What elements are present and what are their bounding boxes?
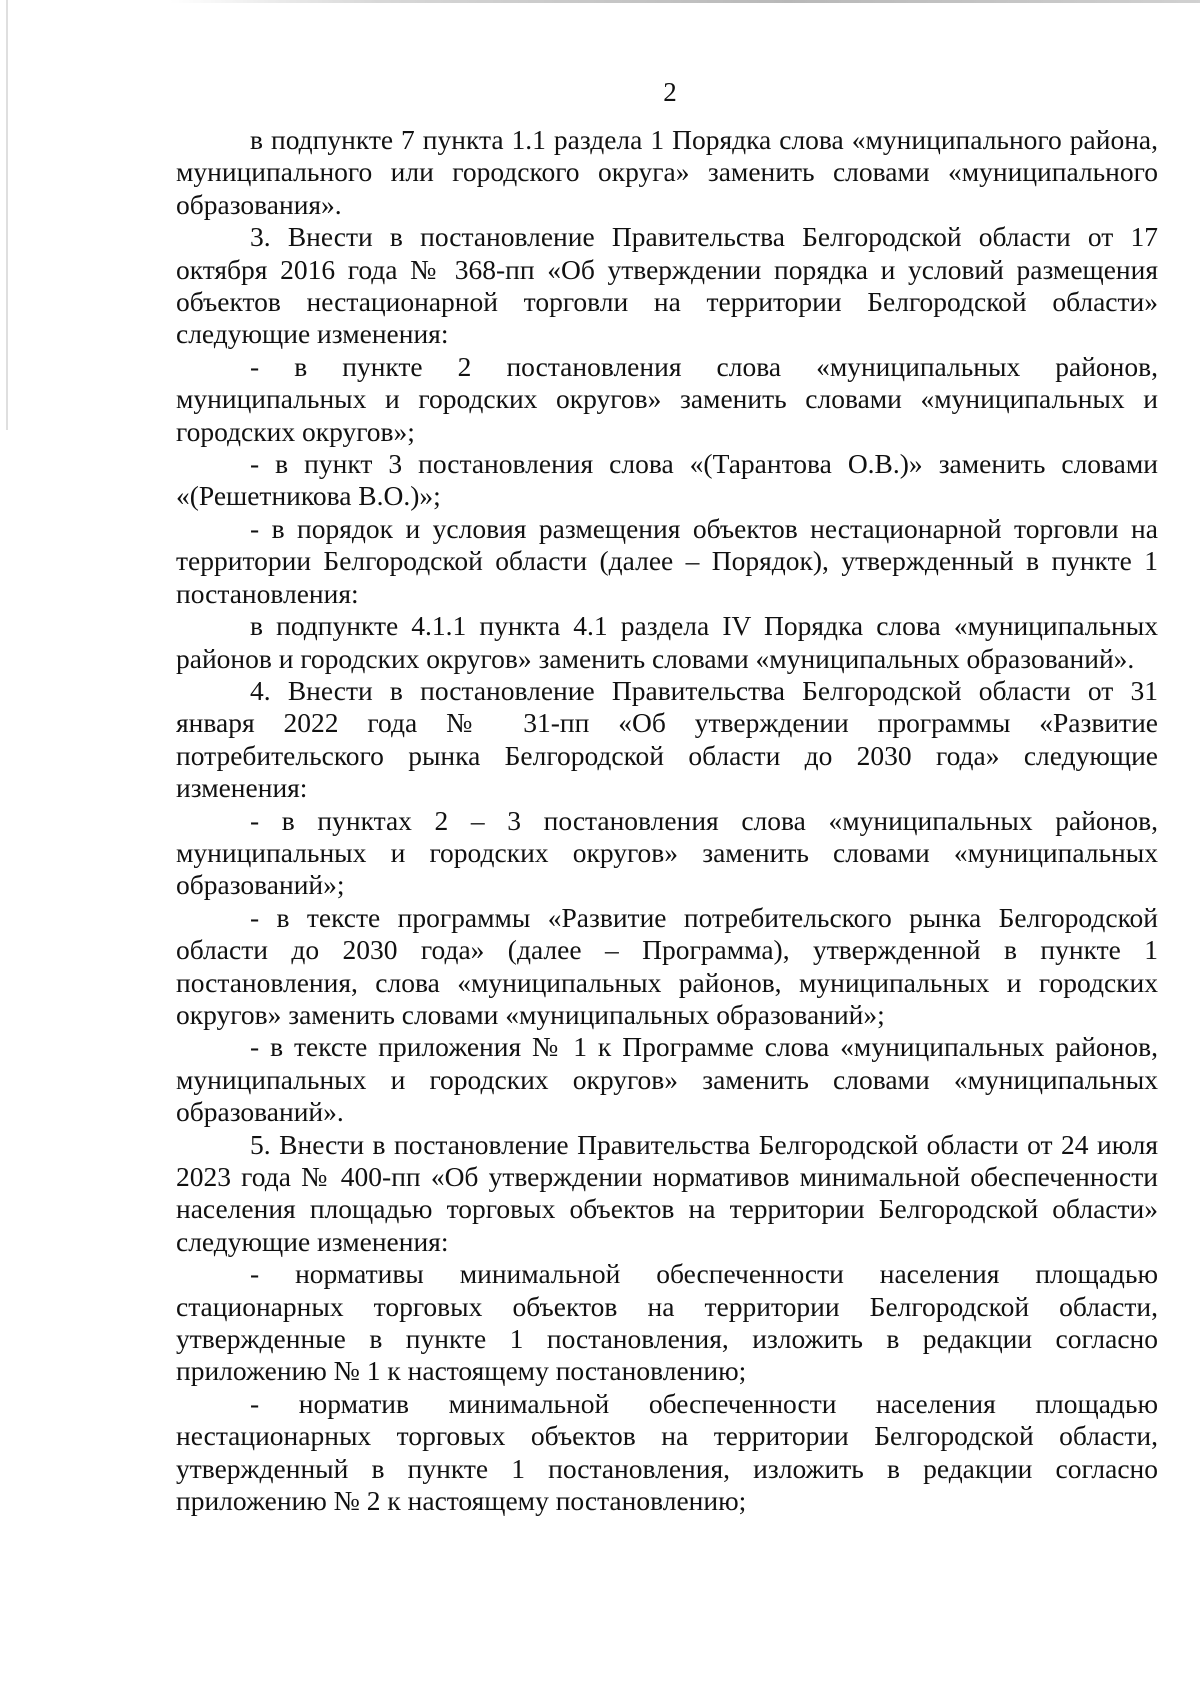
paragraph-subitem-7: в подпункте 7 пункта 1.1 раздела 1 Порядка слова «муниципального района, муниципального или городского округа» заменить словами «муниципального образования». bbox=[176, 124, 1158, 220]
scan-edge-left bbox=[6, 0, 8, 430]
scan-edge-top bbox=[170, 0, 1200, 3]
paragraph-item-3-subitem-4-1-1: в подпункте 4.1.1 пункта 4.1 раздела IV Порядка слова «муниципальных районов и городских округов» заменить словами «муниципальных образований». bbox=[176, 610, 1158, 674]
paragraph-item-3-point-3: - в пункт 3 постановления слова «(Тарантова О.В.)» заменить словами «(Решетникова В.О.)»; bbox=[176, 448, 1158, 512]
paragraph-item-3: 3. Внести в постановление Правительства Белгородской области от 17 октября 2016 года № 368-пп «Об утверждении порядка и условий размещения объектов нестационарной торговли на территории Белгородской области» следующие изменения: bbox=[176, 221, 1158, 350]
paragraph-item-5-nonstationary-norm: - норматив минимальной обеспеченности населения площадью нестационарных торговых объектов на территории Белгородской области, утвержденный в пункте 1 постановления, изложить в редакции согласно приложению № 2 к настоящему постановлению; bbox=[176, 1387, 1158, 1517]
paragraph-item-4-points-2-3: - в пунктах 2 – 3 постановления слова «муниципальных районов, муниципальных и городских округов» заменить словами «муниципальных образований»; bbox=[176, 804, 1158, 901]
paragraph-item-4: 4. Внести в постановление Правительства Белгородской области от 31 января 2022 года № 31-пп «Об утверждении программы «Развитие потребительского рынка Белгородской области до 2030 года» следующие изменения: bbox=[176, 674, 1158, 804]
paragraph-item-3-point-2: - в пункте 2 постановления слова «муниципальных районов, муниципальных и городских округов» заменить словами «муниципальных и городских округов»; bbox=[176, 350, 1158, 447]
paragraph-item-5-stationary-norms: - нормативы минимальной обеспеченности населения площадью стационарных торговых объектов на территории Белгородской области, утвержденные в пункте 1 постановления, изложить в редакции согласно приложению № 1 к настоящему постановлению; bbox=[176, 1258, 1158, 1387]
page-number: 2 bbox=[663, 77, 677, 107]
document-body bbox=[176, 124, 1158, 1517]
paragraph-item-3-procedure: - в порядок и условия размещения объектов нестационарной торговли на территории Белгородской области (далее – Порядок), утвержденный в пункте 1 постановления: bbox=[176, 512, 1158, 609]
paragraph-item-4-program-text: - в тексте программы «Развитие потребительского рынка Белгородской области до 2030 года» (далее – Программа), утвержденной в пункте 1 постановления, слова «муниципальных районов, муниципальных и городских округов» заменить словами «муниципальных образований»; bbox=[176, 901, 1158, 1030]
paragraph-item-4-appendix-1: - в тексте приложения № 1 к Программе слова «муниципальных районов, муниципальных и городских округов» заменить словами «муниципальных образований». bbox=[176, 1031, 1158, 1128]
paragraph-item-5: 5. Внести в постановление Правительства Белгородской области от 24 июля 2023 года № 400-пп «Об утверждении нормативов минимальной обеспеченности населения площадью торговых объектов на территории Белгородской области» следующие изменения: bbox=[176, 1128, 1158, 1257]
